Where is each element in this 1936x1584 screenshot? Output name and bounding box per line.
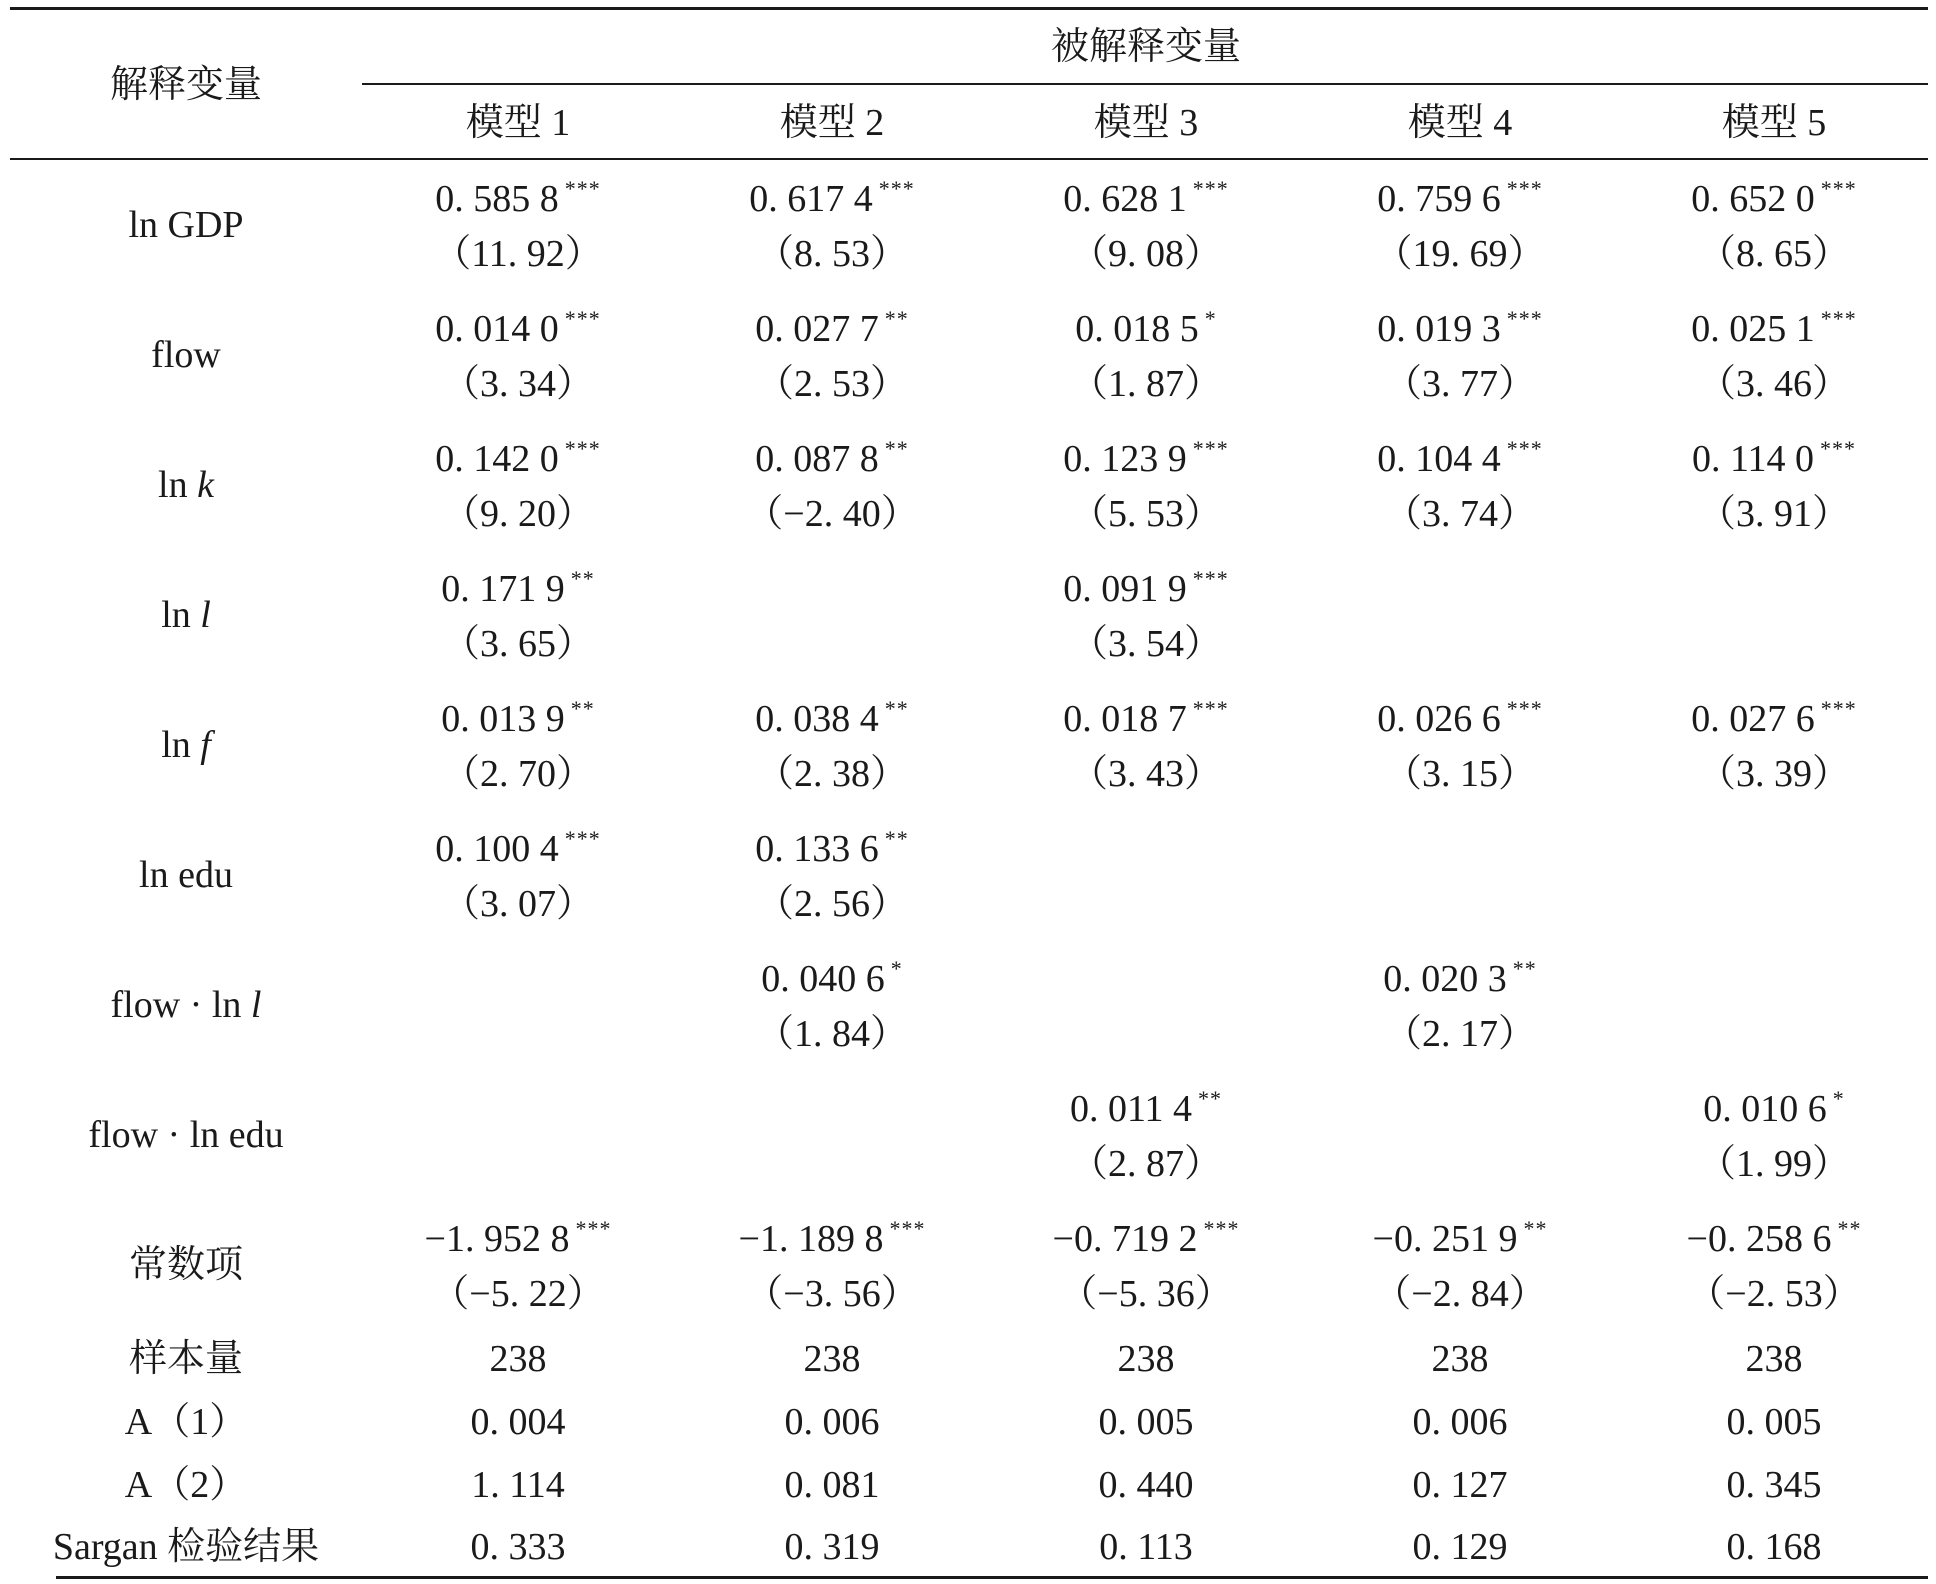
coefficient-value: 0. 652 0 *** — [1691, 176, 1857, 220]
coefficient-cell — [755, 824, 909, 929]
coefficient-cell — [1698, 1084, 1850, 1189]
significance-stars: ** — [570, 566, 595, 591]
coefficient-cell — [441, 564, 595, 669]
stat-value: 0. 333 — [470, 1526, 566, 1568]
model-header: 模型 2 — [779, 102, 885, 144]
coefficient-cell — [1377, 434, 1543, 539]
coefficient-cell — [1692, 434, 1856, 539]
t-statistic: （1. 87） — [1069, 363, 1223, 405]
coefficient-cell — [425, 1214, 612, 1319]
t-statistic: （3. 15） — [1383, 753, 1536, 795]
coefficient-value: 0. 018 5 * — [1075, 306, 1217, 350]
t-statistic: （−2. 40） — [745, 493, 919, 535]
coefficient-value: 0. 027 6 *** — [1691, 696, 1857, 740]
bottom-rule — [56, 1576, 1928, 1579]
t-statistic: （2. 87） — [1069, 1143, 1222, 1185]
t-statistic: （3. 34） — [441, 363, 594, 405]
row-label: ln edu — [139, 854, 233, 896]
stat-value: 0. 006 — [1412, 1401, 1508, 1443]
significance-stars: *** — [1820, 306, 1857, 331]
coefficient-value: −0. 719 2 *** — [1052, 1216, 1240, 1260]
row-label: ln l — [161, 594, 211, 636]
coefficient-value: 0. 027 7 ** — [755, 306, 909, 350]
significance-stars: *** — [1192, 176, 1229, 201]
coefficient-value: 0. 142 0 *** — [435, 436, 601, 480]
model-header: 模型 5 — [1721, 102, 1827, 144]
t-statistic: （3. 07） — [441, 883, 594, 925]
top-rule — [10, 7, 1928, 10]
t-statistic: （9. 08） — [1069, 233, 1222, 275]
t-statistic: （−2. 84） — [1373, 1273, 1547, 1315]
t-statistic: （3. 43） — [1069, 753, 1222, 795]
row-label: ln f — [161, 724, 211, 766]
row-label: ln GDP — [128, 204, 244, 246]
dependent-variable-header: 被解释变量 — [1050, 26, 1242, 68]
coefficient-cell — [1053, 1214, 1240, 1319]
significance-stars: *** — [564, 176, 601, 201]
significance-stars: *** — [1820, 436, 1857, 461]
t-statistic: （3. 39） — [1697, 753, 1850, 795]
stat-value: 0. 168 — [1726, 1526, 1822, 1568]
t-statistic: （3. 54） — [1069, 623, 1222, 665]
coefficient-value: 0. 014 0 *** — [435, 306, 601, 350]
coefficient-value: −0. 258 6 ** — [1686, 1216, 1862, 1260]
t-statistic: （5. 53） — [1069, 493, 1222, 535]
stat-value: 238 — [489, 1338, 547, 1380]
t-statistic: （9. 20） — [441, 493, 594, 535]
coefficient-cell — [435, 824, 601, 929]
significance-stars: ** — [884, 696, 909, 721]
t-statistic: （−5. 36） — [1059, 1273, 1233, 1315]
coefficient-cell — [755, 304, 909, 409]
stat-value: 0. 440 — [1098, 1464, 1194, 1506]
header-mid-rule — [362, 83, 1928, 85]
coefficient-value: 0. 091 9 *** — [1063, 566, 1229, 610]
row-label: ln k — [158, 464, 214, 506]
significance-stars: *** — [1820, 696, 1857, 721]
significance-stars: *** — [1506, 306, 1543, 331]
significance-stars: *** — [564, 436, 601, 461]
stat-value: 238 — [1431, 1338, 1489, 1380]
t-statistic: （11. 92） — [433, 233, 603, 275]
coefficient-cell — [1383, 954, 1537, 1059]
coefficient-cell — [1070, 304, 1222, 409]
coefficient-value: 0. 114 0 *** — [1691, 436, 1857, 480]
coefficient-cell — [755, 694, 909, 799]
row-label: flow · ln edu — [88, 1114, 284, 1156]
stat-value: 1. 114 — [471, 1464, 565, 1506]
stat-value: 0. 113 — [1099, 1526, 1193, 1568]
significance-stars: *** — [1506, 696, 1543, 721]
coefficient-value: 0. 628 1 *** — [1063, 176, 1229, 220]
stat-label: A（2） — [124, 1464, 248, 1506]
significance-stars: *** — [575, 1216, 612, 1241]
t-statistic: （−2. 53） — [1687, 1273, 1861, 1315]
coefficient-cell — [1063, 694, 1229, 799]
significance-stars: *** — [1506, 436, 1543, 461]
significance-stars: ** — [884, 826, 909, 851]
t-statistic: （−5. 22） — [431, 1273, 605, 1315]
coefficient-value: 0. 026 6 *** — [1377, 696, 1543, 740]
stat-value: 0. 081 — [784, 1464, 880, 1506]
t-statistic: （2. 17） — [1383, 1013, 1536, 1055]
significance-stars: ** — [1523, 1216, 1548, 1241]
coefficient-cell — [1063, 434, 1229, 539]
coefficient-cell — [435, 434, 601, 539]
coefficient-cell — [1374, 174, 1545, 279]
coefficient-value: 0. 019 3 *** — [1377, 306, 1543, 350]
coefficient-cell — [1691, 304, 1857, 409]
coefficient-value: −1. 952 8 *** — [424, 1216, 612, 1260]
t-statistic: （8. 65） — [1697, 233, 1850, 275]
t-statistic: （2. 38） — [755, 753, 908, 795]
coefficient-value: 0. 010 6 * — [1703, 1086, 1845, 1130]
t-statistic: （19. 69） — [1374, 233, 1546, 275]
header-bottom-rule — [10, 158, 1928, 160]
coefficient-value: 0. 011 4 ** — [1069, 1086, 1223, 1130]
significance-stars: ** — [884, 306, 909, 331]
stat-value: 0. 005 — [1726, 1401, 1822, 1443]
coefficient-cell — [433, 174, 603, 279]
coefficient-value: 0. 013 9 ** — [441, 696, 595, 740]
significance-stars: * — [890, 956, 903, 981]
model-header: 模型 1 — [465, 102, 571, 144]
coefficient-cell — [441, 694, 595, 799]
coefficient-cell — [1691, 694, 1857, 799]
significance-stars: *** — [564, 306, 601, 331]
coefficient-value: 0. 040 6 * — [761, 956, 903, 1000]
significance-stars: ** — [1837, 1216, 1862, 1241]
coefficient-cell — [756, 954, 908, 1059]
significance-stars: *** — [1192, 696, 1229, 721]
coefficient-cell — [1070, 1084, 1222, 1189]
significance-stars: *** — [1203, 1216, 1240, 1241]
t-statistic: （−3. 56） — [745, 1273, 919, 1315]
significance-stars: *** — [564, 826, 601, 851]
coefficient-value: 0. 123 9 *** — [1063, 436, 1229, 480]
t-statistic: （1. 99） — [1697, 1143, 1851, 1185]
t-statistic: （3. 74） — [1383, 493, 1536, 535]
coefficient-cell — [739, 1214, 926, 1319]
coefficient-value: 0. 171 9 ** — [441, 566, 595, 610]
coefficient-cell — [749, 174, 915, 279]
coefficient-cell — [745, 434, 918, 539]
coefficient-cell — [1691, 174, 1857, 279]
coefficient-cell — [1687, 1214, 1862, 1319]
coefficient-cell — [1373, 1214, 1548, 1319]
coefficient-value: −1. 189 8 *** — [738, 1216, 926, 1260]
significance-stars: ** — [884, 436, 909, 461]
stat-value: 0. 127 — [1412, 1464, 1508, 1506]
stat-label: A（1） — [124, 1401, 248, 1443]
row-label: flow — [151, 334, 221, 376]
stat-value: 0. 129 — [1412, 1526, 1508, 1568]
row-label: 常数项 — [128, 1244, 244, 1286]
t-statistic: （2. 70） — [441, 753, 594, 795]
stat-value: 0. 006 — [784, 1401, 880, 1443]
coefficient-value: 0. 585 8 *** — [435, 176, 601, 220]
coefficient-value: 0. 087 8 ** — [755, 436, 909, 480]
t-statistic: （2. 53） — [755, 363, 908, 405]
coefficient-value: 0. 025 1 *** — [1691, 306, 1857, 350]
row-label: flow · ln l — [110, 984, 262, 1026]
coefficient-cell — [1063, 174, 1229, 279]
significance-stars: *** — [1820, 176, 1857, 201]
t-statistic: （3. 65） — [441, 623, 594, 665]
model-header: 模型 4 — [1407, 102, 1513, 144]
stat-value: 238 — [1745, 1338, 1803, 1380]
t-statistic: （1. 84） — [755, 1013, 909, 1055]
coefficient-value: 0. 018 7 *** — [1063, 696, 1229, 740]
t-statistic: （2. 56） — [755, 883, 908, 925]
coefficient-value: 0. 759 6 *** — [1377, 176, 1543, 220]
significance-stars: * — [1832, 1086, 1845, 1111]
coefficient-cell — [1377, 304, 1543, 409]
coefficient-value: −0. 251 9 ** — [1372, 1216, 1548, 1260]
significance-stars: *** — [878, 176, 915, 201]
explanatory-variable-header: 解释变量 — [109, 64, 263, 106]
coefficient-value: 0. 038 4 ** — [755, 696, 909, 740]
coefficient-value: 0. 104 4 *** — [1377, 436, 1543, 480]
stat-value: 0. 345 — [1726, 1464, 1822, 1506]
coefficient-cell — [435, 304, 601, 409]
significance-stars: * — [1204, 306, 1217, 331]
significance-stars: ** — [1512, 956, 1537, 981]
coefficient-cell — [1377, 694, 1543, 799]
t-statistic: （3. 91） — [1697, 493, 1850, 535]
stat-value: 0. 004 — [470, 1401, 566, 1443]
significance-stars: *** — [1192, 566, 1229, 591]
stat-label: Sargan 检验结果 — [52, 1526, 320, 1568]
stat-value: 238 — [803, 1338, 861, 1380]
significance-stars: *** — [1506, 176, 1543, 201]
significance-stars: *** — [1192, 436, 1229, 461]
stat-value: 0. 319 — [784, 1526, 880, 1568]
stat-label: 样本量 — [128, 1338, 244, 1380]
model-header: 模型 3 — [1093, 102, 1199, 144]
t-statistic: （3. 77） — [1383, 363, 1536, 405]
t-statistic: （8. 53） — [755, 233, 908, 275]
coefficient-cell — [1063, 564, 1229, 669]
stat-value: 0. 005 — [1098, 1401, 1194, 1443]
coefficient-value: 0. 020 3 ** — [1383, 956, 1537, 1000]
coefficient-value: 0. 100 4 *** — [435, 826, 601, 870]
coefficient-value: 0. 617 4 *** — [749, 176, 915, 220]
coefficient-value: 0. 133 6 ** — [755, 826, 909, 870]
significance-stars: ** — [570, 696, 595, 721]
t-statistic: （3. 46） — [1697, 363, 1850, 405]
stat-value: 238 — [1117, 1338, 1175, 1380]
significance-stars: ** — [1198, 1086, 1223, 1111]
significance-stars: *** — [889, 1216, 926, 1241]
